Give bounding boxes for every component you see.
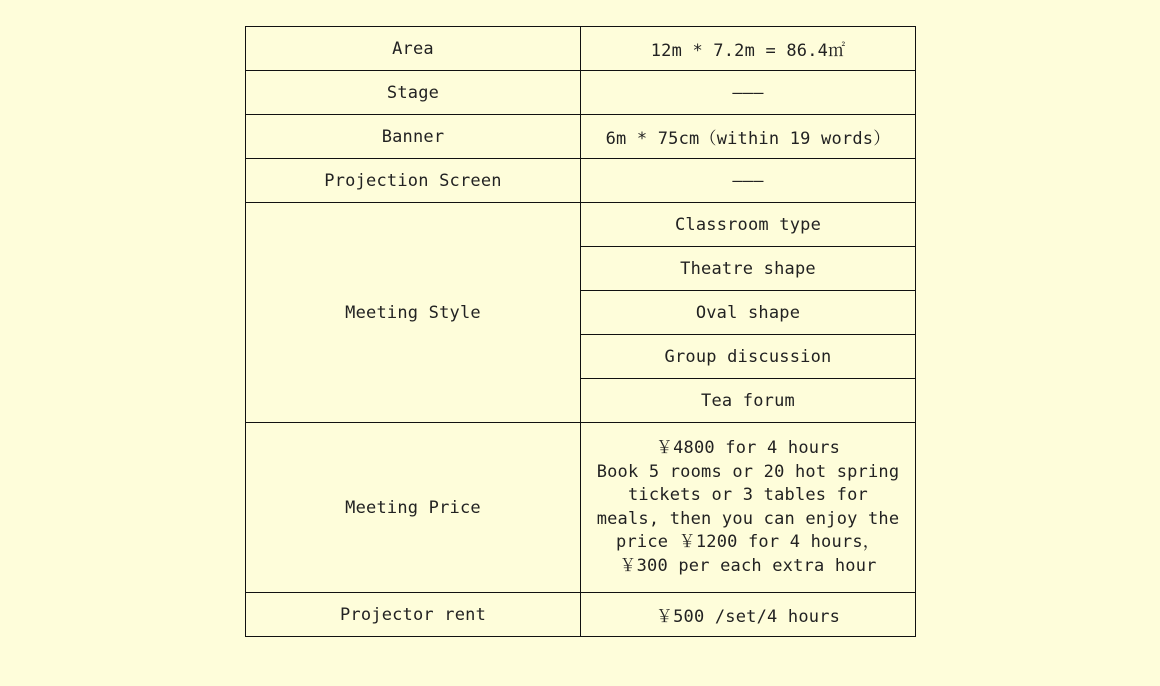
table-row-meeting-price (246, 423, 916, 593)
meeting-style-option: Classroom type (581, 203, 916, 247)
projector-rent-value: ￥500 /set/4 hours (581, 593, 916, 637)
meeting-room-table (245, 26, 916, 637)
stage-value: ——— (581, 71, 916, 115)
table-row-banner (246, 115, 916, 159)
meeting-price-base: ￥4800 for 4 hours (655, 438, 841, 458)
table-row-stage (246, 71, 916, 115)
projector-rent-label: Projector rent (246, 593, 581, 637)
meeting-price-discount: Book 5 rooms or 20 hot spring tickets or 3 tables for meals, then you can enjoy the price ￥1200 for 4 hours，￥300 per each extra hour (596, 461, 900, 576)
meeting-style-option: Oval shape (581, 291, 916, 335)
projection-screen-value: ——— (581, 159, 916, 203)
meeting-style-option: Tea forum (581, 379, 916, 423)
meeting-style-option: Group discussion (581, 335, 916, 379)
table-row-area (246, 27, 916, 71)
meeting-room-info-sheet (245, 26, 915, 637)
meeting-style-option: Theatre shape (581, 247, 916, 291)
meeting-price-label: Meeting Price (246, 423, 581, 593)
banner-label: Banner (246, 115, 581, 159)
table-row-projector-rent (246, 593, 916, 637)
stage-label: Stage (246, 71, 581, 115)
meeting-price-value (581, 423, 916, 593)
banner-value: 6m * 75cm（within 19 words） (581, 115, 916, 159)
table-row-meeting-style (246, 203, 916, 247)
area-label: Area (246, 27, 581, 71)
projection-screen-label: Projection Screen (246, 159, 581, 203)
table-row-projection-screen (246, 159, 916, 203)
meeting-style-label: Meeting Style (246, 203, 581, 423)
area-value: 12m * 7.2m = 86.4㎡ (581, 27, 916, 71)
